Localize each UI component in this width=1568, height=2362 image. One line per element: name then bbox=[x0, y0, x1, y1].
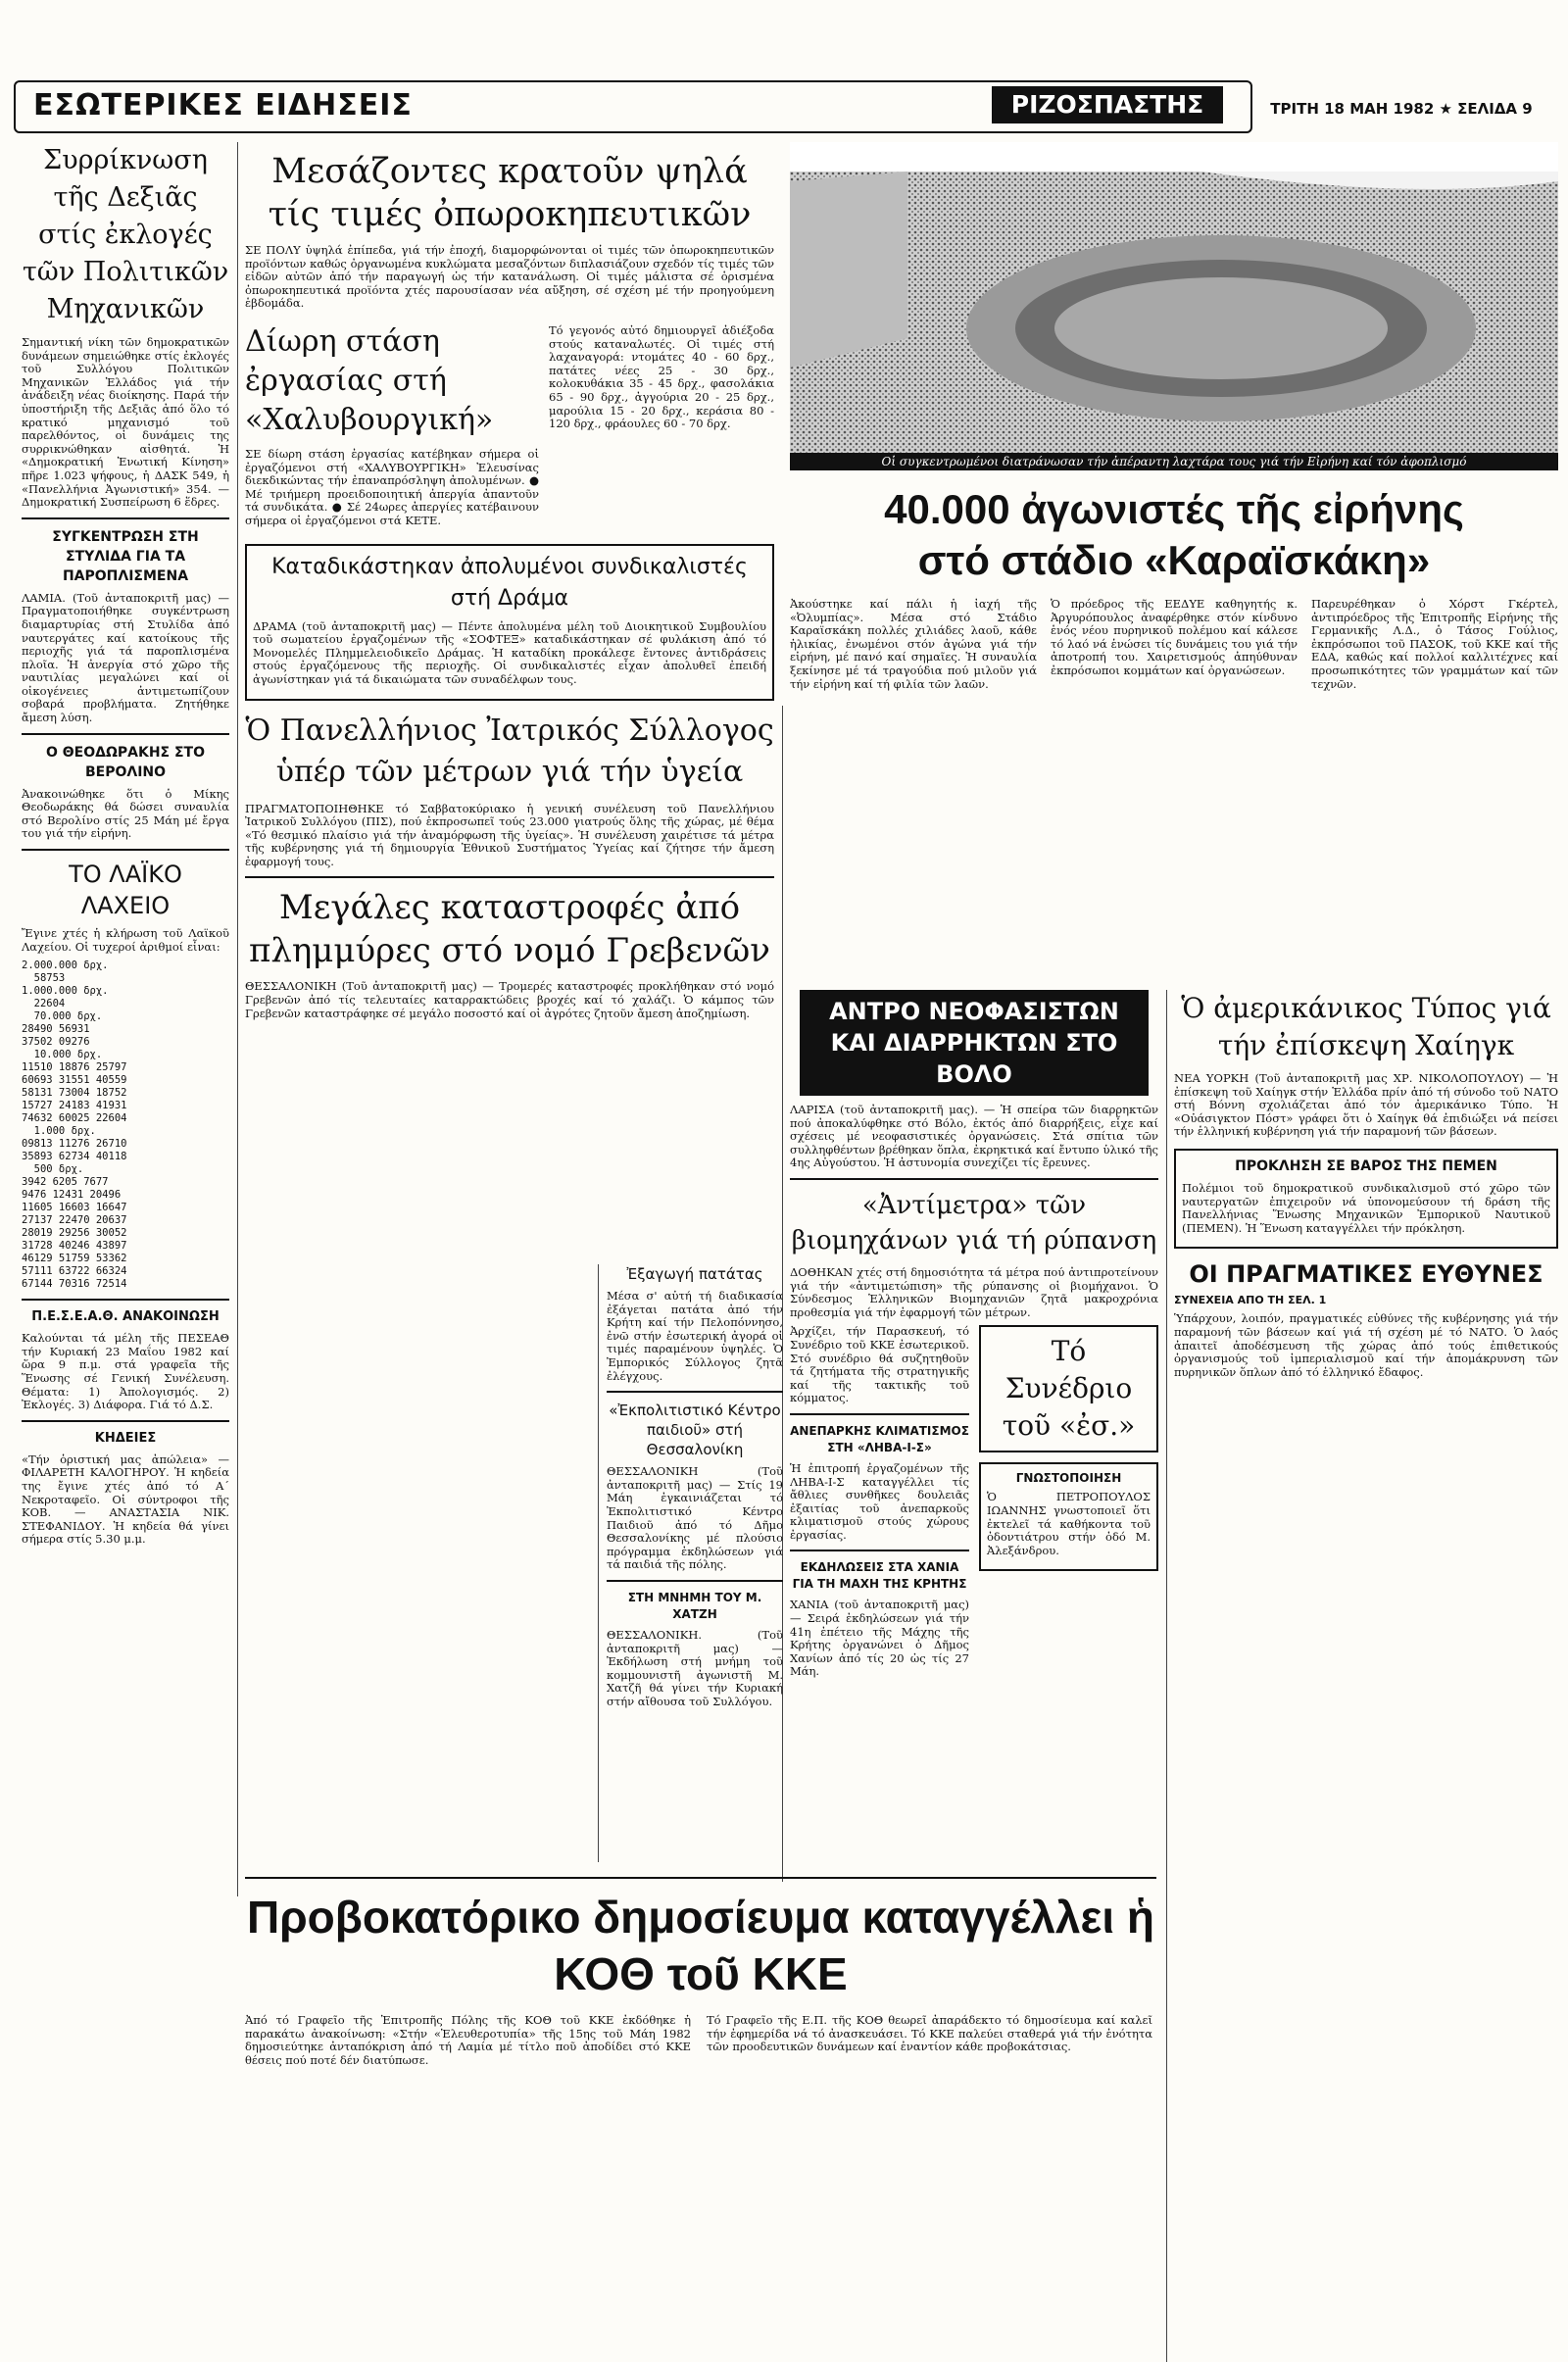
article-title: ΕΚΔΗΛΩΣΕΙΣ ΣΤΑ ΧΑΝΙΑ ΓΙΑ ΤΗ ΜΑΧΗ ΤΗΣ ΚΡΗΤΗΣ bbox=[792, 1560, 967, 1592]
article-title: Π.Ε.Σ.Ε.Α.Θ. ΑΝΑΚΟΙΝΩΣΗ bbox=[31, 1309, 220, 1325]
article-box bbox=[245, 544, 774, 701]
article-title: ΓΝΩΣΤΟΠΟΙΗΣΗ bbox=[1015, 1471, 1122, 1486]
article-body: Ἀρχίζει, τήν Παρασκευή, τό Συνέδριο τοῦ ΚΚΕ ἐσωτερικοῦ. Στό συνέδριο θά συζητηθοῦν τά ζητήματα τῆς στρατηγικῆς καί τῆς τακτικῆς τοῦ κόμματος. bbox=[790, 1324, 969, 1405]
bottom-article bbox=[245, 1877, 1156, 2300]
article-title: Μεσάζοντες κρατοῦν ψηλά τίς τιμές ὀπωροκηπευτικῶν bbox=[268, 152, 752, 234]
article-title: 40.000 ἀγωνιστές τῆς εἰρήνης στό στάδιο «Καραϊσκάκη» bbox=[884, 486, 1464, 583]
article-title: «Ἐκπολιτιστικό Κέντρο παιδιοῦ» στή Θεσσαλονίκη bbox=[609, 1402, 781, 1459]
article-body: Ἡ ἐπιτροπή ἐργαζομένων τῆς ΛΗΒΑ-Ι-Σ καταγγέλλει τίς ἄθλιες συνθῆκες δουλειᾶς ἐξαιτίας τοῦ ἀνεπαρκοῦς κλιματισμοῦ στούς χώρους ἐργασίας. bbox=[790, 1460, 969, 1542]
article-title: Συρρίκνωση τῆς Δεξιᾶς στίς ἐκλογές τῶν Πολιτικῶν Μηχανικῶν bbox=[22, 145, 229, 324]
article-title: ΣΥΓΚΕΝΤΡΩΣΗ ΣΤΗ ΣΤΥΛΙΔΑ ΓΙΑ ΤΑ ΠΑΡΟΠΛΙΣΜΕΝΑ bbox=[52, 528, 199, 584]
column-5 bbox=[1174, 990, 1558, 2303]
section-title: ΕΣΩΤΕΡΙΚΕΣ ΕΙΔΗΣΕΙΣ bbox=[33, 88, 413, 123]
article-body: ΛΑΜΙΑ. (Τοῦ ἀνταποκριτῆ μας) — Πραγματοποιήθηκε συγκέντρωση διαμαρτυρίας στή Στυλίδα ἀπό ναυτεργάτες καί κατοίκους τῆς περιοχῆς γιά τά παροπλισμένα πλοῖα. Ἡ ἀνεργία στό χῶρο τῆς ναυτιλίας μεγαλώνει καί οἱ οἰκογένειες ἀντιμετωπίζουν σοβαρά προβλήματα. Ζητήθηκε ἄμεση λύση. bbox=[22, 590, 229, 725]
article-body: Μέσα σ' αὐτή τή διαδικασία ἐξάγεται πατάτα ἀπό τήν Κρήτη καί τήν Πελοπόννησο, ἐνῶ στήν ἐσωτερική ἀγορά οἱ τιμές παραμένουν ὑψηλές. Ὁ Ἐμπορικός Σύλλογος ζητᾶ ἐλέγχους. bbox=[607, 1289, 783, 1383]
article-title: Ο ΘΕΟΔΩΡΑΚΗΣ ΣΤΟ ΒΕΡΟΛΙΝΟ bbox=[46, 744, 205, 780]
article-title: Ὁ Πανελλήνιος Ἰατρικός Σύλλογος ὑπέρ τῶν μέτρων γιά τήν ὑγεία bbox=[245, 713, 774, 789]
article-title: Προβοκατόρικο δημοσίευμα καταγγέλλει ἡ ΚΟΘ τοῦ ΚΚΕ bbox=[246, 1892, 1155, 1999]
article-body: Σημαντική νίκη τῶν δημοκρατικῶν δυνάμεων σημειώθηκε στίς ἐκλογές τοῦ Συλλόγου Πολιτικῶν Μηχανικῶν Ἑλλάδος γιά τήν ἀνάδειξη νέας διοίκησης. Παρά τήν ὑποστήριξη τῆς Δεξιᾶς ἀπό ὅλο τό κρατικό μηχανισμό τοῦ παρελθόντος, οἱ δυνάμεις της συρρικνώθηκαν αἰσθητά. Ἡ «Δημοκρατική Ἑνωτική Κίνηση» πῆρε 1.023 ψήφους, ἡ ΔΑΣΚ 549, ἡ «Πανελλήνια Ἀγωνιστική» 354. — Δημοκρατική Συσπείρωση 6 ἕδρες. bbox=[22, 335, 229, 510]
article-body: ΘΕΣΣΑΛΟΝΙΚΗ (Τοῦ ἀνταποκριτῆ μας) — Στίς 19 Μάη ἐγκαινιάζεται τό Ἐκπολιτιστικό Κέντρο Παιδιοῦ ἀπό τό Δῆμο Θεσσαλονίκης μέ πλούσιο πρόγραμμα ἐκδηλώσεων γιά τά παιδιά τῆς πόλης. bbox=[607, 1464, 783, 1572]
article-body: «Τήν ὁριστική μας ἀπώλεια» — ΦΙΛΑΡΕΤΗ ΚΑΛΟΓΗΡΟΥ. Ἡ κηδεία της ἔγινε χτές ἀπό τό Α΄ Νεκροταφεῖο. Οἱ σύντροφοι τῆς ΚΟΒ. — ΑΝΑΣΤΑΣΙΑ ΝΙΚ. ΣΤΕΦΑΝΙΔΟΥ. Ἡ κηδεία θά γίνει σήμερα στίς 5.30 μ.μ. bbox=[22, 1452, 229, 1547]
article-body: ΝΕΑ ΥΟΡΚΗ (Τοῦ ἀνταποκριτῆ μας ΧΡ. ΝΙΚΟΛΟΠΟΥΛΟΥ) — Ἡ ἐπίσκεψη τοῦ Χαίηγκ στήν Ἑλλάδα πρίν ἀπό τή σύνοδο τοῦ ΝΑΤΟ στή Βόννη σχολιάζεται ἀπό τόν ἀμερικάνικο Τύπο. Ἡ «Οὐάσιγκτον Πόστ» γράφει ὅτι ὁ Χαίηγκ θά ἐπιδιώξει νά πείσει τήν ἑλληνική κυβέρνηση γιά τήν παραμονή τῶν βάσεων. bbox=[1174, 1071, 1558, 1139]
notice-box bbox=[979, 1462, 1158, 1571]
article-title: ΑΝΤΡΟ ΝΕΟΦΑΣΙΣΤΩΝ ΚΑΙ ΔΙΑΡΡΗΚΤΩΝ ΣΤΟ ΒΟΛΟ bbox=[829, 998, 1119, 1088]
article-body: Ὁ ΠΕΤΡΟΠΟΥΛΟΣ ΙΩΑΝΝΗΣ γνωστοποιεῖ ὅτι ἐκτελεῖ τά καθήκοντα τοῦ ὀδοντιάτρου στήν ὁδό Μ. Ἀλεξάνδρου. bbox=[987, 1490, 1151, 1557]
article-body: Ὁ πρόεδρος τῆς ΕΕΔΥΕ καθηγητής κ. Ἀργυρόπουλος ἀναφέρθηκε στόν κίνδυνο ἑνός νέου πυρηνικοῦ πολέμου καί κάλεσε τό λαό νά ἑνώσει τίς δυνάμεις του γιά τήν ἀποτροπή του. Χαιρετισμούς ἀπηύθυναν ἐκπρόσωποι κομμάτων καί ὀργανώσεων. bbox=[1051, 597, 1298, 677]
article-title: Τό Συνέδριο τοῦ «ἐσ.» bbox=[1002, 1335, 1136, 1443]
lottery-numbers: 2.000.000 δρχ. 58753 1.000.000 δρχ. 22604 70.000 δρχ. 28490 56931 37502 09276 10.000 δρχ. 11510 18876 25797 60693 31551 40559 58131 73004 18752 15727 24183 41931 74632 60025 22604 1.000 δρχ. 09813 11276 26710 35893 62734 40118 500 δρχ. 3942 6205 7677 9476 12431 20496 11605 16603 16647 27137 22470 20637 28019 29256 30052 31728 40246 43897 46129 51759 53362 57111 63722 66324 67144 70316 72514 bbox=[22, 960, 127, 1291]
article-body: ΣΕ δίωρη στάση ἐργασίας κατέβηκαν σήμερα οἱ ἐργαζόμενοι στή «ΧΑΛΥΒΟΥΡΓΙΚΗ» Ἐλευσίνας διεκδικώντας τήν ἐπαναπρόσληψη ἀπολυμένων. ● Μέ τριήμερη προειδοποιητική ἀπεργία ἀπαντοῦν τά συνδικάτα. ● Σέ 24ωρες ἀπεργίες κατέβαινουν σήμερα οἱ ἐργαζόμενοι στά ΚΕΤΕ. bbox=[245, 446, 539, 527]
article-body: Ἀπό τό Γραφεῖο τῆς Ἐπιτροπῆς Πόλης τῆς ΚΟΘ τοῦ ΚΚΕ ἐκδόθηκε ἡ παρακάτω ἀνακοίνωση: «Στήν «Ἐλευθεροτυπία» τῆς 15ης τοῦ Μάη 1982 δημοσιεύτηκε ἀνταπόκριση ἀπό τή Λαμία μέ τίτλο ποῦ ἀποδίδει στό ΚΚΕ θέσεις πού ποτέ δέν διατύπωσε. bbox=[245, 2013, 691, 2067]
article-body: Τό Γραφεῖο τῆς Ε.Π. τῆς ΚΟΘ θεωρεῖ ἀπαράδεκτο τό δημοσίευμα καί καλεῖ τήν ἐφημερίδα νά τό ἀνασκευάσει. Τό ΚΚΕ παλεύει σταθερά γιά τήν ἑνότητα τῶν προοδευτικῶν δυνάμεων καί ἐναντίον κάθε προβοκάτσιας. bbox=[707, 2013, 1152, 2054]
article-title: ΣΤΗ ΜΝΗΜΗ ΤΟΥ Μ. ΧΑΤΖΗ bbox=[627, 1590, 762, 1621]
photo-caption: Οἱ συγκεντρωμένοι διατράνωσαν τήν ἀπέραντη λαχτάρα τους γιά τήν Εἰρήνη καί τόν ἀφοπλισμό bbox=[790, 453, 1558, 470]
newspaper-logo: ΡΙΖΟΣΠΑΣΤΗΣ bbox=[992, 86, 1223, 123]
article-body: Ἀκούστηκε καί πάλι ἡ ἰαχή τῆς «Ὀλυμπίας». Μέσα στό Στάδιο Καραϊσκάκη πολλές χιλιάδες λαοῦ, κάθε ἡλικίας, ἐνωμένοι στόν ἀγώνα γιά τήν εἰρήνη, μέ πανό καί σημαῖες. Ἡ συναυλία ξεκίνησε μέ τά τραγούδια πού μιλοῦν γιά τήν εἰρήνη καί τή φιλία τῶν λαῶν. bbox=[790, 597, 1037, 691]
article-title: Δίωρη στάση ἐργασίας στή «Χαλυβουργική» bbox=[245, 323, 494, 437]
article-body: Τό γεγονός αὐτό δημιουργεῖ ἀδιέξοδα στούς καταναλωτές. Οἱ τιμές στή λαχαναγορά: ντομάτες 40 - 60 δρχ., πατάτες νέες 25 - 30 δρχ., κολοκυθάκια 35 - 45 δρχ., φασολάκια 65 - 90 δρχ., ἀγγούρια 20 - 25 δρχ., μαρούλια 15 - 20 δρχ., κεράσια 80 - 120 δρχ., φράουλες 60 - 70 δρχ. bbox=[549, 322, 774, 431]
article-lead: ΣΕ ΠΟΛΥ ὑψηλά ἐπίπεδα, γιά τήν ἐποχή, διαμορφώνονται οἱ τιμές τῶν ὀπωροκηπευτικῶν προϊόντων καθώς ὀργανωμένα κυκλώματα μεσαζόντων διπλασιάζουν σχεδόν τίς τιμές τῶν εἰδῶν αὐτῶν ἀπό τήν παραγωγή ὡς τήν κατανάλωση. Οἱ τιμές μάλιστα σέ ὁρισμένα ὀπωροκηπευτικά προϊόντα χτές παρουσίασαν νέα αὔξηση, σέ σχέση μέ τήν προηγούμενη ἑβδομάδα. bbox=[245, 243, 774, 311]
article-body: ΘΕΣΣΑΛΟΝΙΚΗ. (Τοῦ ἀνταποκριτῆ μας) — Ἐκδήλωση στή μνήμη τοῦ κομμουνιστῆ ἀγωνιστῆ Μ. Χατζῆ θά γίνει τήν Κυριακή στήν αἴθουσα τοῦ Συλλόγου. bbox=[607, 1627, 783, 1708]
article-body: ΔΟΘΗΚΑΝ χτές στή δημοσιότητα τά μέτρα πού ἀντιπροτείνουν γιά τήν «ἀντιμετώπιση» τῆς ρύπανσης οἱ βιομήχανοι. Ὁ Σύνδεσμος Ἑλληνικῶν Βιομηχανιῶν ζητᾶ μακροχρόνια προθεσμία γιά τήν ἐφαρμογή τῶν μέτρων. bbox=[790, 1264, 1158, 1319]
article-body: Ἔγινε χτές ἡ κλήρωση τοῦ Λαϊκοῦ Λαχείου. Οἱ τυχεροί ἀριθμοί εἶναι: bbox=[22, 926, 229, 954]
article-title: Ἐξαγωγή πατάτας bbox=[626, 1265, 763, 1283]
article-title: ΤΟ ΛΑΪΚΟ ΛΑΧΕΙΟ bbox=[69, 861, 182, 920]
article-title: ΟΙ ΠΡΑΓΜΑΤΙΚΕΣ ΕΥΘΥΝΕΣ bbox=[1189, 1260, 1544, 1289]
article-body: Πολέμιοι τοῦ δημοκρατικοῦ συνδικαλισμοῦ στό χῶρο τῶν ναυτεργατῶν ἐπιχειροῦν νά ὑπονομεύσουν τή δράση τῆς Πανελλήνιας Ἕνωσης Μηχανικῶν Ἐμπορικοῦ Ναυτικοῦ (ΠΕΜΕΝ). Ἡ Ἕνωση καταγγέλλει τήν πρόκληση. bbox=[1182, 1180, 1550, 1235]
article-title: Ὁ ἀμερικάνικος Τύπος γιά τήν ἐπίσκεψη Χαίηγκ bbox=[1181, 992, 1551, 1061]
article-title: ΠΡΟΚΛΗΣΗ ΣΕ ΒΑΡΟΣ ΤΗΣ ΠΕΜΕΝ bbox=[1235, 1157, 1497, 1174]
article-title: «Ἀντίμετρα» τῶν βιομηχάνων γιά τή ρύπανση bbox=[791, 1190, 1157, 1255]
article-title: ΚΗΔΕΙΕΣ bbox=[94, 1430, 157, 1446]
article-body: ΔΡΑΜΑ (τοῦ ἀνταποκριτῆ μας) — Πέντε ἀπολυμένα μέλη τοῦ Διοικητικοῦ Συμβουλίου τοῦ σωματείου ἐργαζομένων τῆς «ΣΟΦΤΕΞ» καταδικάστηκαν σέ φυλάκιση ἀπό τό Μονομελές Πλημμελειοδικεῖο Δράμας. Ἡ καταδίκη προκάλεσε ἔντονες ἀντιδράσεις στούς ἐργαζόμενους τῆς περιοχῆς. Οἱ συνδικαλιστές εἶχαν ἀπολυθεῖ ἐπειδή ἀγωνίστηκαν γιά τά δικαιώματα τῶν συναδέλφων τους. bbox=[253, 618, 766, 686]
article-body: Καλούνται τά μέλη τῆς ΠΕΣΕΑΘ τήν Κυριακή 23 Μαΐου 1982 καί ὥρα 9 π.μ. στά γραφεῖα τῆς Ἕνωσης σέ Γενική Συνέλευση. Θέματα: 1) Ἀπολογισμός. 2) Ἐκλογές. 3) Διάφορα. Γιά τό Δ.Σ. bbox=[22, 1331, 229, 1412]
column-1 bbox=[22, 142, 229, 2303]
article-body: ΠΡΑΓΜΑΤΟΠΟΙΗΘΗΚΕ τό Σαββατοκύριακο ἡ γενική συνέλευση τοῦ Πανελλήνιου Ἰατρικοῦ Συλλόγου (ΠΙΣ), πού ἐκπροσωπεῖ τούς 23.000 γιατρούς ὅλης τῆς χώρας, μέ θέμα «Τό θεσμικό πλαίσιο γιά τήν ἀναμόρφωση τῆς ὑγείας». Ἡ συνέλευση χαιρέτισε τά μέτρα τῆς κυβέρνησης γιά τή δημιουργία Ἐθνικοῦ Συστήματος Ὑγείας καί ζήτησε τήν ἄμεση ἐφαρμογή τους. bbox=[245, 801, 774, 868]
article-body: Παρευρέθηκαν ὁ Χόρστ Γκέρτελ, ἀντιπρόεδρος τῆς Ἐπιτροπῆς Εἰρήνης τῆς Γερμανικῆς Λ.Δ., ὁ Τάσος Γούλιος, ἐκπρόσωποι τοῦ ΠΑΣΟΚ, τοῦ ΚΚΕ καί τῆς ΕΔΑ, καθώς καί πολλοί καλλιτέχνες καί προσωπικότητες τῶν γραμμάτων καί τῶν τεχνῶν. bbox=[1311, 597, 1558, 691]
column-3 bbox=[598, 1264, 783, 1862]
article-body: Ἀνακοινώθηκε ὅτι ὁ Μίκης Θεοδωράκης θά δώσει συναυλία στό Βερολίνο στίς 25 Μάη μέ ἔργα του γιά τήν εἰρήνη. bbox=[22, 786, 229, 841]
stadium-image bbox=[790, 142, 1558, 470]
article-box bbox=[979, 1325, 1158, 1452]
stadium-photo bbox=[790, 142, 1558, 470]
article-body: Ὑπάρχουν, λοιπόν, πραγματικές εὐθύνες τῆς κυβέρνησης γιά τήν παραμονή τῶν βάσεων καί γιά τή σχέση μέ τό ΝΑΤΟ. Ὁ λαός ἀπαιτεῖ ἀποδέσμευση τῆς χώρας ἀπό τούς ἐπιθετικούς ὀργανισμούς τοῦ ἰμπεριαλισμοῦ καί τήν ἀπομάκρυνση τῶν πυρηνικῶν ὅπλων ἀπό τό ἑλληνικό ἔδαφος. bbox=[1174, 1311, 1558, 1379]
article-title: Μεγάλες καταστροφές ἀπό πλημμύρες στό νομό Γρεβενῶν bbox=[249, 888, 770, 971]
article-body: ΛΑΡΙΣΑ (τοῦ ἀνταποκριτῆ μας). — Ἡ σπείρα τῶν διαρρηκτῶν πού ἀποκαλύφθηκε στό Βόλο, ἐκτός ἀπό διαρρήξεις, εἶχε καί σχέσεις μέ νεοφασιστικές ὀργανώσεις. Στά σπίτια τῶν συλληφθέντων βρέθηκαν ὅπλα, ἐκρηκτικά καί ἔντυπο ὑλικό τῆς 4ης Αὐγούστου. Ἡ ἀστυνομία συνεχίζει τίς ἔρευνες. bbox=[790, 1103, 1158, 1170]
article-box bbox=[1174, 1149, 1558, 1249]
continuation-note: ΣΥΝΕΧΕΙΑ ΑΠΟ ΤΗ ΣΕΛ. 1 bbox=[1174, 1294, 1327, 1307]
article-body: ΘΕΣΣΑΛΟΝΙΚΗ (Τοῦ ἀνταποκριτῆ μας) — Τρομερές καταστροφές προκλήθηκαν στό νομό Γρεβενῶν ἀπό τίς τελευταίες καταρρακτώδεις βροχές καί τό χαλάζι. Ὁ κάμπος τῶν Γρεβενῶν καταστράφηκε σέ μεγάλο ποσοστό καί οἱ ἀγρότες ζητοῦν ἄμεση ἀποζημίωση. bbox=[245, 979, 774, 1020]
black-headline-box bbox=[800, 990, 1149, 1096]
article-title: ΑΝΕΠΑΡΚΗΣ ΚΛΙΜΑΤΙΣΜΟΣ ΣΤΗ «ΛΗΒΑ-Ι-Σ» bbox=[790, 1423, 969, 1454]
issue-date: ΤΡΙΤΗ 18 ΜΑΗ 1982 ★ ΣΕΛΙΔΑ 9 bbox=[1270, 100, 1533, 118]
stadium-article bbox=[790, 476, 1558, 986]
article-body: ΧΑΝΙΑ (τοῦ ἀνταποκριτῆ μας) — Σειρά ἐκδηλώσεων γιά τήν 41η ἐπέτειο τῆς Μάχης τῆς Κρήτης ὀργανώνει ὁ Δῆμος Χανίων ἀπό τίς 20 ὡς τίς 27 Μάη. bbox=[790, 1598, 969, 1679]
article-title: Καταδικάστηκαν ἀπολυμένοι συνδικαλιστές στή Δράμα bbox=[271, 554, 748, 611]
